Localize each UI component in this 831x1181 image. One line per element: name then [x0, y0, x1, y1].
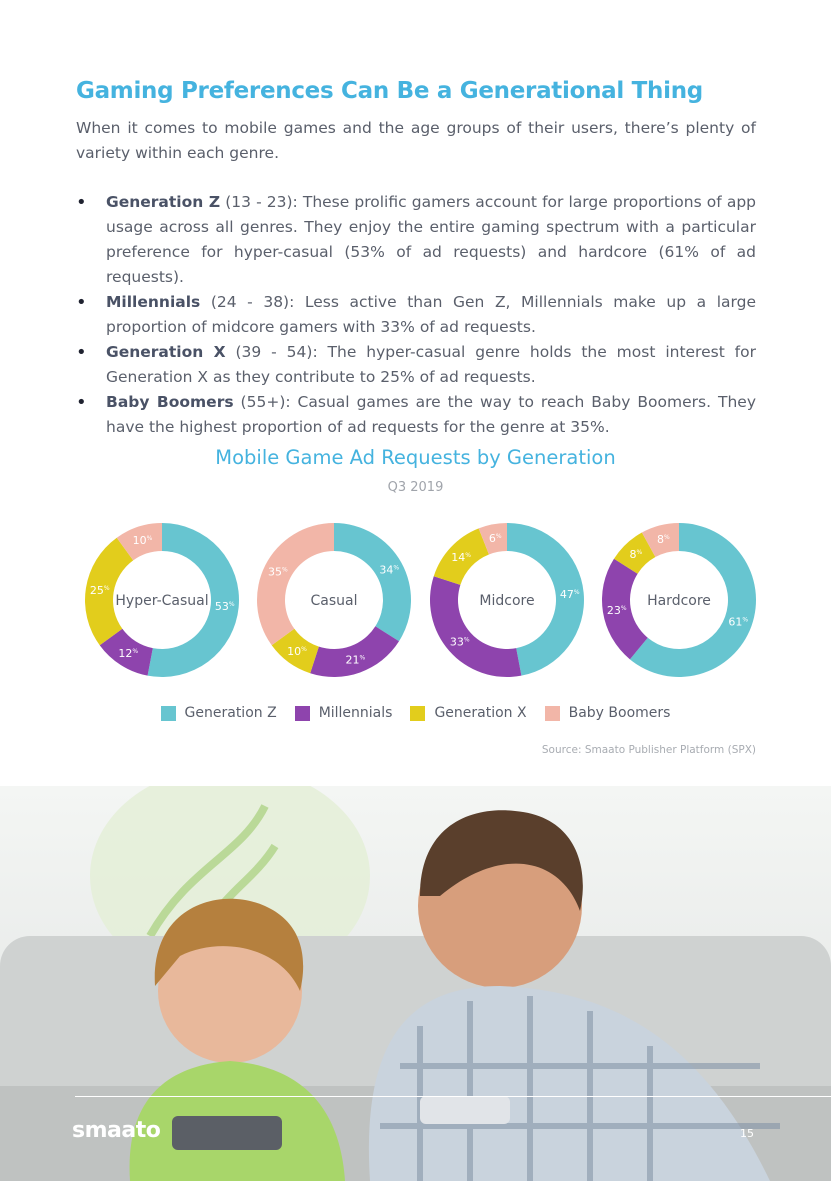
list-item [76, 390, 756, 440]
legend-swatch [410, 706, 425, 721]
legend-swatch [295, 706, 310, 721]
data-label: 8% [656, 532, 670, 546]
data-label: 21% [345, 653, 366, 667]
legend-item [295, 705, 393, 721]
donut-center-label: Midcore [479, 593, 535, 609]
list-item [76, 340, 756, 390]
bullet-heading: Baby Boomers [106, 393, 234, 411]
donut-center-label: Casual [310, 593, 358, 609]
page-number: 15 [740, 1127, 754, 1140]
donut-center-label: Hardcore [647, 593, 711, 609]
list-item [76, 190, 756, 290]
legend-item [545, 705, 671, 721]
legend-item [161, 705, 277, 721]
legend-swatch [545, 706, 560, 721]
bullet-text: (55+): Casual games are the way to reach Baby Boomers. They have the highest proportion of ad requests for the genre at 35%. [106, 393, 757, 436]
data-label: 53% [214, 599, 235, 613]
bullet-icon: • [76, 192, 87, 213]
data-label: 14% [451, 550, 471, 564]
donut-slice [310, 626, 399, 677]
data-label: 25% [89, 584, 110, 598]
data-label: 12% [118, 647, 139, 661]
donut-center-label: Hyper-Casual [115, 593, 209, 609]
data-label: 35% [268, 565, 288, 579]
smaato-logo: smaato [72, 1118, 161, 1143]
bullet-heading: Generation X [106, 343, 226, 361]
data-label: 34% [379, 563, 400, 577]
generation-bullet-list [76, 190, 756, 440]
source-note: Source: Smaato Publisher Platform (SPX) [541, 744, 756, 756]
legend-label: Baby Boomers [568, 705, 671, 721]
data-label: 47% [559, 588, 580, 602]
data-label: 33% [449, 635, 470, 649]
chart-legend [0, 705, 831, 721]
bullet-text: (13 - 23): These prolific gamers account for large proportions of app usage across all genres. They enjoy the entire gaming spectrum with a particular preference for hyper-casual (53% of ad requests) and hardcore (61% of ad requests). [106, 193, 756, 286]
bullet-text: (24 - 38): Less active than Gen Z, Millennials make up a large proportion of midcore gamers with 33% of ad requests. [106, 293, 756, 336]
legend-swatch [161, 706, 176, 721]
data-label: 10% [132, 534, 153, 548]
data-label: 10% [287, 644, 307, 658]
list-item [76, 290, 756, 340]
bullet-icon: • [76, 292, 87, 313]
donut-slice [257, 523, 334, 645]
page-title: Gaming Preferences Can Be a Generational Thing [76, 78, 703, 104]
chart-title: Mobile Game Ad Requests by Generation [215, 446, 616, 469]
legend-item [410, 705, 526, 721]
donut-slice [430, 576, 521, 677]
legend-label: Generation X [434, 705, 527, 721]
data-label: 8% [629, 548, 643, 562]
bullet-heading: Millennials [106, 293, 201, 311]
bullet-text: (39 - 54): The hyper-casual genre holds the most interest for Generation X as they contribute to 25% of ad requests. [106, 343, 756, 386]
donut-charts [0, 510, 831, 700]
data-label: 23% [606, 603, 627, 617]
intro-paragraph: When it comes to mobile games and the age groups of their users, there’s plenty of variety within each genre. [76, 119, 756, 162]
footer-divider [75, 1096, 831, 1097]
donut-slice [334, 523, 411, 641]
chart-subtitle: Q3 2019 [387, 480, 444, 495]
legend-label: Generation Z [184, 705, 277, 721]
bullet-icon: • [76, 392, 87, 413]
data-label: 6% [488, 532, 502, 546]
data-label: 61% [728, 615, 749, 629]
legend-label: Millennials [318, 705, 393, 721]
bullet-heading: Generation Z [106, 193, 221, 211]
bullet-icon: • [76, 342, 87, 363]
